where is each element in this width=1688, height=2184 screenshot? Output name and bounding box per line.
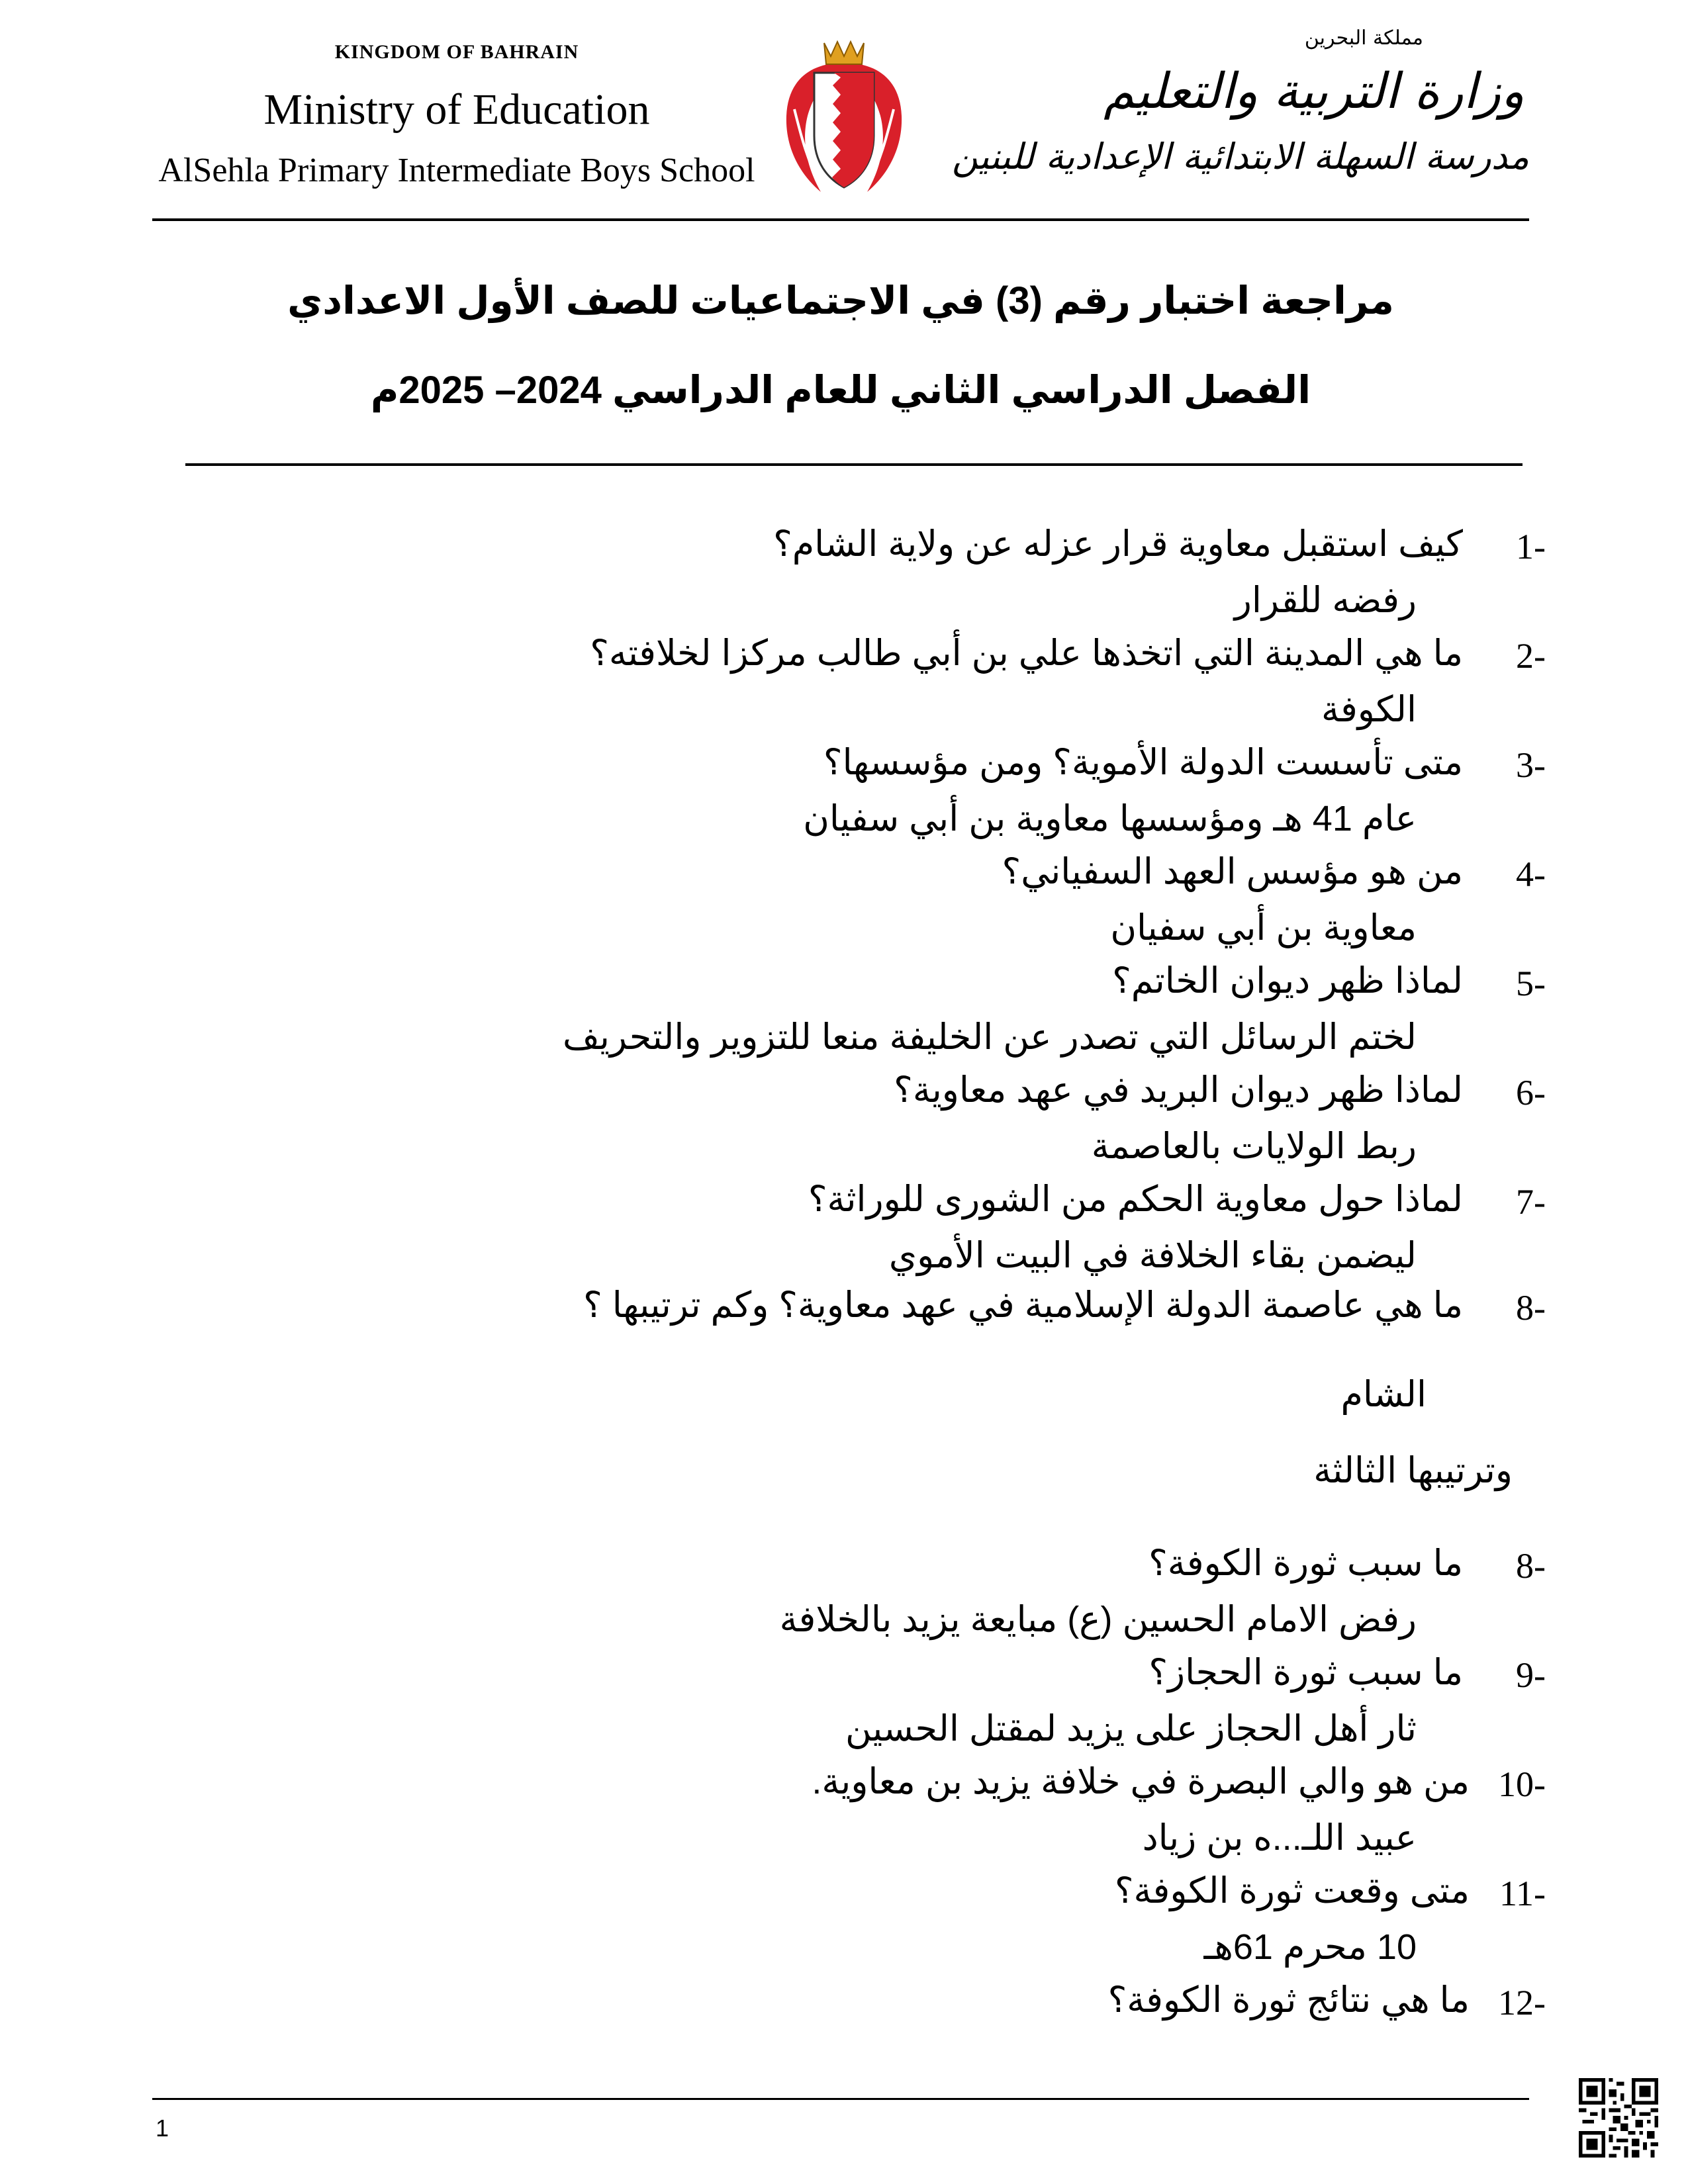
question-text: من هو والي البصرة في خلافة يزيد بن معاوية.: [812, 1762, 1470, 1801]
question-number: 12-: [1498, 1983, 1546, 2023]
answer-text: لختم الرسائل التي تصدر عن الخليفة منعا للتزوير والتحريف: [562, 1017, 1417, 1057]
title-divider: [185, 463, 1523, 466]
question-text: لماذا ظهر ديوان البريد في عهد معاوية؟: [894, 1070, 1463, 1110]
answer-text: الشام: [1340, 1375, 1427, 1414]
question-number: 11-: [1499, 1874, 1546, 1913]
question-text: ما هي المدينة التي اتخذها علي بن أبي طالب مركزا لخلافته؟: [590, 633, 1463, 673]
footer-divider: [152, 2098, 1529, 2100]
answer-text: معاوية بن أبي سفيان: [1110, 908, 1417, 948]
answer-text: الكوفة: [1321, 690, 1417, 729]
question-number: 9-: [1516, 1655, 1546, 1695]
answer-text: عبيد اللـ...ه بن زياد: [1142, 1818, 1417, 1858]
question-number: 10-: [1498, 1764, 1546, 1804]
page-number: 1: [156, 2115, 169, 2142]
answer-text: ليضمن بقاء الخلافة في البيت الأموي: [888, 1236, 1417, 1275]
question-text: ما سبب ثورة الحجاز؟: [1149, 1653, 1463, 1692]
question-text: ما سبب ثورة الكوفة؟: [1149, 1543, 1463, 1583]
arabic-school-label: مدرسة السهلة الابتدائية الإعدادية للبنين: [951, 136, 1529, 177]
question-text: من هو مؤسس العهد السفياني؟: [1002, 852, 1463, 891]
question-number: 8-: [1516, 1546, 1546, 1586]
arabic-ministry-label: وزارة التربية والتعليم: [1103, 63, 1524, 120]
question-text: متى تأسست الدولة الأموية؟ ومن مؤسسها؟: [823, 743, 1463, 782]
question-number: 5-: [1516, 964, 1546, 1003]
question-text: ما هي نتائج ثورة الكوفة؟: [1107, 1980, 1470, 2020]
question-number: 3-: [1516, 745, 1546, 785]
question-number: 7-: [1516, 1182, 1546, 1222]
answer-text: ثار أهل الحجاز على يزيد لمقتل الحسين: [845, 1709, 1417, 1749]
question-number: 2-: [1516, 636, 1546, 676]
question-text: لماذا ظهر ديوان الخاتم؟: [1112, 961, 1463, 1001]
school-label: AlSehla Primary Intermediate Boys School: [158, 152, 755, 189]
qr-code-icon: [1579, 2078, 1658, 2158]
question-text: متى وقعت ثورة الكوفة؟: [1114, 1871, 1470, 1911]
answer-text: عام 41 هـ ومؤسسها معاوية بن أبي سفيان: [803, 799, 1417, 839]
bahrain-crest-icon: [781, 36, 907, 202]
page-title: مراجعة اختبار رقم (3) في الاجتماعيات للصف الأول الاعدادي: [287, 279, 1394, 322]
question-number: 1-: [1516, 527, 1546, 567]
page-subtitle: الفصل الدراسي الثاني للعام الدراسي 2024– 2025م: [370, 369, 1311, 412]
arabic-kingdom-label: مملكة البحرين: [1304, 26, 1423, 50]
answer-text: رفض الامام الحسين (ع) مبايعة يزيد بالخلافة: [779, 1600, 1417, 1639]
answer-text: وترتيبها الثالثة: [1313, 1451, 1513, 1490]
question-text: ما هي عاصمة الدولة الإسلامية في عهد معاوية؟ وكم ترتيبها ؟: [583, 1285, 1463, 1325]
question-text: لماذا حول معاوية الحكم من الشورى للوراثة؟: [808, 1179, 1463, 1219]
question-text: كيف استقبل معاوية قرار عزله عن ولاية الشام؟: [773, 524, 1463, 564]
question-number: 4-: [1516, 854, 1546, 894]
header-divider: [152, 218, 1529, 221]
answer-text: رفضه للقرار: [1234, 580, 1417, 620]
answer-text: 10 محرم 61هـ: [1203, 1927, 1417, 1967]
question-number: 8-: [1516, 1288, 1546, 1328]
kingdom-label: KINGDOM OF BAHRAIN: [334, 41, 579, 63]
answer-text: ربط الولايات بالعاصمة: [1091, 1126, 1417, 1166]
ministry-label: Ministry of Education: [263, 85, 650, 134]
question-number: 6-: [1516, 1073, 1546, 1113]
